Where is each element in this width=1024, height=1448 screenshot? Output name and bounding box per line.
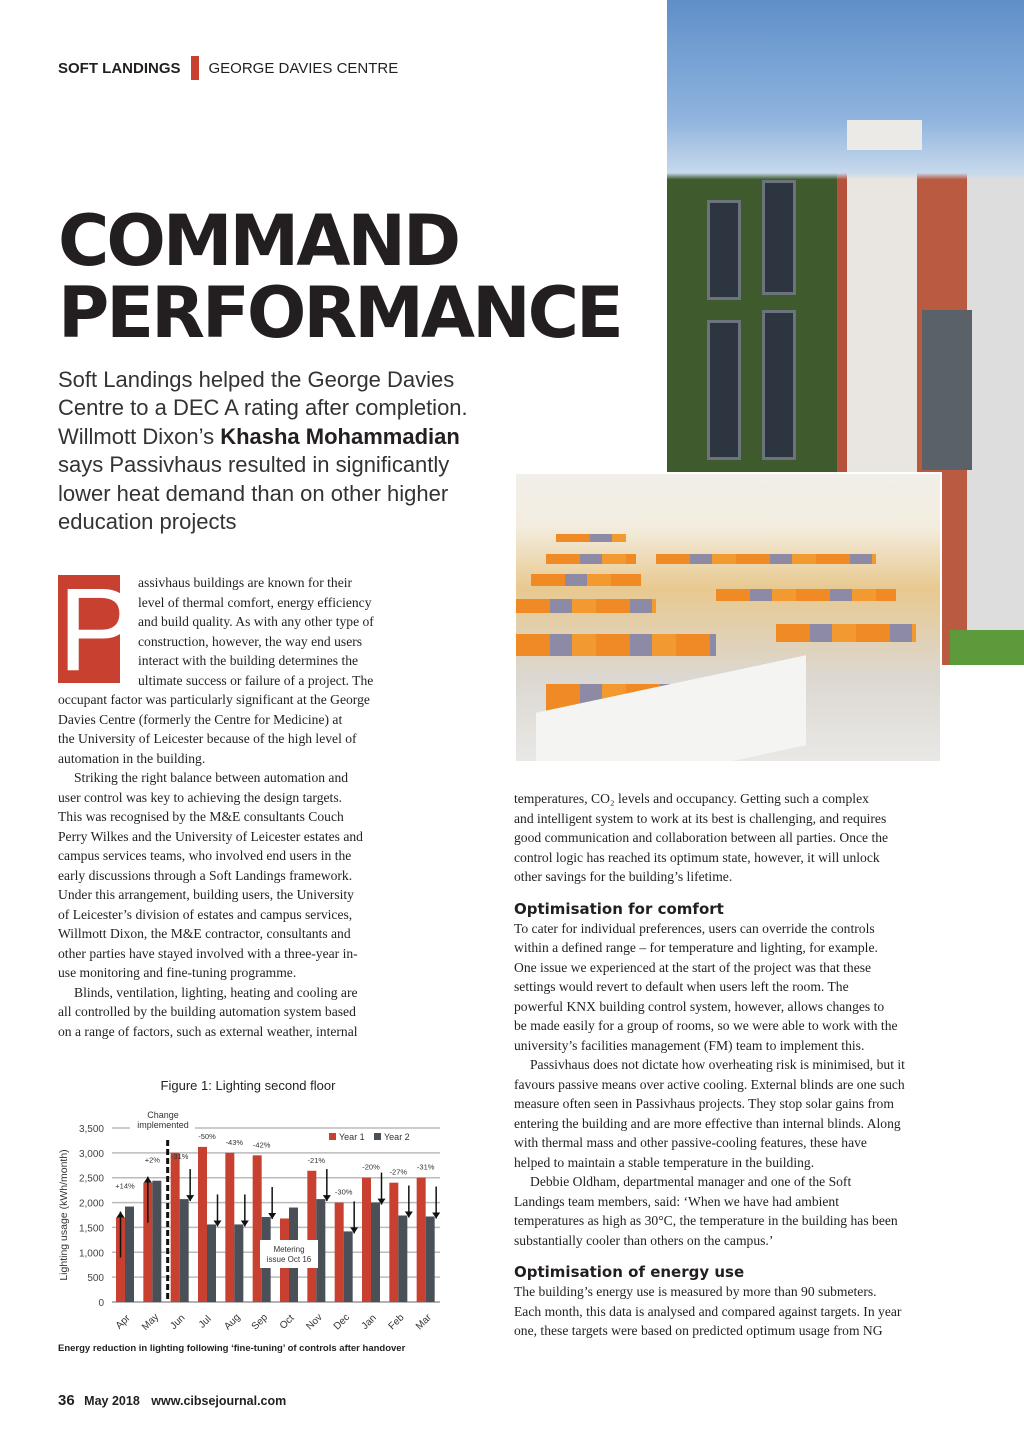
bar-year-2 [398, 1215, 407, 1302]
text-line: Perry Wilkes and the University of Leicester estates and [58, 828, 363, 844]
change-label: -20% [362, 1162, 380, 1172]
headline-line: PERFORMANCE [58, 272, 621, 354]
lecture-theatre-photo [514, 472, 942, 763]
y-tick-label: 0 [98, 1298, 104, 1309]
bar-year-2 [125, 1207, 134, 1302]
section-label: SOFT LANDINGS [58, 59, 181, 77]
text-line: Debbie Oldham, departmental manager and one of the Soft [530, 1174, 852, 1189]
text-line: on a range of factors, such as external weather, internal [58, 1023, 358, 1039]
text-line: Blinds, ventilation, lighting, heating and cooling are [74, 984, 358, 1000]
y-tick-label: 2,000 [78, 1198, 104, 1210]
text-line: university’s facilities management (FM) team to implement this. [514, 1037, 865, 1053]
text-line: automation in the building. [58, 750, 206, 766]
text-line: This was recognised by the M&E consultants Couch [58, 809, 344, 824]
legend-swatch [374, 1133, 381, 1140]
text-line: control logic has reached its optimum state, however, it will unlock [514, 849, 880, 865]
text-line: Willmott Dixon, the M&E contractor, consultants and [58, 926, 351, 941]
text-line: Each month, this data is analysed and compared against targets. In year [514, 1303, 902, 1319]
x-tick-label: Jan [359, 1312, 379, 1332]
body-column-right [514, 789, 905, 1341]
x-tick-label: May [139, 1311, 162, 1333]
issue-date: May 2018 [84, 1394, 140, 1408]
bar-year-1 [253, 1155, 262, 1302]
text-line: interact with the building determines the [138, 653, 359, 668]
y-tick-label: 3,000 [78, 1148, 104, 1160]
change-label: -43% [225, 1137, 244, 1147]
bar-year-2 [426, 1216, 435, 1302]
bar-year-1 [225, 1153, 234, 1302]
body-column-left [58, 564, 374, 1041]
text-line: level of thermal comfort, energy efficiency [138, 594, 372, 610]
text-line: Davies Centre (formerly the Centre for Medicine) at [58, 711, 343, 727]
text-line: One issue we experienced at the start of the project was that these [514, 959, 872, 975]
text-line: Passivhaus does not dictate how overheating risk is minimised, but it [530, 1057, 905, 1072]
text-line: one, these targets were based on predicted optimum usage from NG [514, 1323, 883, 1338]
author-name: Khasha Mohammadian [220, 423, 460, 449]
bar-year-1 [362, 1178, 371, 1302]
text-line: all controlled by the building automation system based [58, 1004, 356, 1019]
page-number: 36 [58, 1392, 75, 1409]
bar-year-1 [307, 1171, 316, 1302]
change-label: -50% [198, 1131, 216, 1141]
text-line: occupant factor was particularly significant at the George [58, 692, 370, 707]
text-line: Striking the right balance between automation and [74, 770, 349, 785]
y-tick-label: 2,500 [78, 1173, 104, 1185]
lighting-usage-chart [55, 1100, 445, 1340]
y-tick-label: 1,000 [78, 1248, 104, 1260]
text-line: construction, however, the way end users [138, 633, 363, 649]
change-implemented-label: Change implemented [137, 1110, 189, 1130]
text-line: The building’s energy use is measured by more than 90 submeters. [514, 1284, 877, 1299]
x-tick-label: Sep [249, 1312, 271, 1333]
standfirst-text: Soft Landings helped the George Davies Centre to a DEC A rating after completion. Willmott Dixon’s [58, 367, 468, 449]
headline-line: COMMAND [58, 200, 459, 282]
x-tick-label: Feb [386, 1312, 407, 1333]
subheading: Optimisation of energy use [514, 1263, 745, 1281]
text-line: with thermal mass and other passive-cooling features, these have [514, 1135, 867, 1150]
x-tick-label: Mar [413, 1312, 434, 1333]
change-label: -21% [307, 1155, 326, 1165]
text-line: settings would revert to default when users left the room. The [514, 979, 849, 994]
text-line: early discussions through a Soft Landings framework. [58, 867, 353, 883]
text-line: Landings team members, said: ‘When we have had ambient [514, 1193, 840, 1209]
text-line: of Leicester’s division of estates and campus services, [58, 906, 353, 922]
y-tick-label: 1,500 [78, 1223, 104, 1235]
text-line: substantially cooler than others on the campus.’ [514, 1232, 774, 1248]
text-line: temperatures as high as 30°C, the temperature in the building has been [514, 1213, 898, 1228]
text-line: assivhaus buildings are known for their [138, 575, 353, 590]
text-line: To cater for individual preferences, users can override the controls [514, 920, 875, 936]
change-label: -31% [170, 1151, 189, 1161]
change-label: -27% [389, 1167, 408, 1177]
page-footer [58, 1392, 286, 1409]
text-line: campus services teams, who involved end users in the [58, 848, 352, 863]
text-line: within a defined range – for temperature and lighting, for example. [514, 940, 878, 955]
text-line: and build quality. As with any other type of [138, 614, 374, 629]
y-axis-label: Lighting usage (kWh/month) [58, 1149, 70, 1281]
metering-issue-label: Metering issue Oct 16 [266, 1245, 312, 1264]
x-tick-label: Jul [196, 1313, 214, 1331]
x-tick-label: Apr [113, 1312, 133, 1332]
text-line: helped to maintain a stable temperature in the building. [514, 1154, 815, 1170]
text-line: ultimate success or failure of a project. The [138, 672, 374, 688]
y-tick-label: 3,500 [78, 1124, 104, 1135]
text-line: powerful KNX building control system, however, allows changes to [514, 998, 885, 1014]
bar-year-2 [180, 1199, 189, 1302]
bar-year-2 [207, 1224, 216, 1302]
bar-year-2 [152, 1181, 161, 1302]
text-line: other parties have stayed involved with a three-year in- [58, 945, 358, 961]
headline [58, 200, 621, 354]
section-header [58, 56, 398, 80]
arrowhead-up-icon [117, 1211, 125, 1217]
website-link[interactable]: www.cibsejournal.com [151, 1394, 287, 1408]
text-line: user control was key to achieving the design targets. [58, 789, 343, 805]
subsection-label: GEORGE DAVIES CENTRE [208, 59, 399, 77]
drop-cap: P [58, 564, 137, 696]
text-line: use monitoring and fine-tuning programme. [58, 965, 297, 980]
text-line: be made easily for a group of rooms, so we were able to work with the [514, 1018, 898, 1033]
bar-year-1 [389, 1183, 398, 1302]
standfirst [58, 366, 478, 536]
change-label: -31% [416, 1162, 435, 1172]
x-tick-label: Jun [168, 1312, 188, 1332]
text-line: and intelligent system to work at its best is challenging, and requires [514, 810, 887, 826]
x-tick-label: Nov [304, 1312, 325, 1333]
standfirst-text: says Passivhaus resulted in significantly lower heat demand than on other higher education projects [58, 452, 450, 535]
legend-label: Year 1 [339, 1132, 365, 1142]
text-line: Under this arrangement, building users, the University [58, 887, 354, 902]
change-label: -42% [252, 1140, 271, 1150]
bar-year-1 [171, 1153, 180, 1302]
text-line: other savings for the building’s lifetime. [514, 869, 733, 884]
change-label: +2% [144, 1155, 160, 1165]
x-tick-label: Dec [331, 1312, 353, 1333]
text-line: good communication and collaboration between all parties. Once the [514, 830, 889, 845]
text-line: measure often seen in Passivhaus projects. They stop solar gains from [514, 1096, 894, 1111]
legend-swatch [329, 1133, 336, 1140]
grass [950, 630, 1024, 665]
bar-year-2 [344, 1231, 353, 1302]
bar-year-1 [335, 1203, 344, 1302]
legend-label: Year 2 [384, 1132, 410, 1142]
bar-year-1 [198, 1147, 207, 1302]
subheading: Optimisation for comfort [514, 899, 724, 918]
figure-caption: Energy reduction in lighting following ‘fine-tuning’ of controls after handover [58, 1343, 406, 1354]
text-line: favours passive means over active cooling. External blinds are one such [514, 1076, 905, 1092]
x-tick-label: Aug [222, 1312, 243, 1333]
change-label: +14% [115, 1181, 135, 1191]
bar-year-2 [234, 1224, 243, 1302]
change-label: -30% [334, 1187, 353, 1197]
figure-title: Figure 1: Lighting second floor [160, 1078, 336, 1093]
text-line: temperatures, CO₂ levels and occupancy. Getting such a complex [514, 791, 869, 806]
x-tick-label: Oct [277, 1312, 297, 1332]
y-tick-label: 500 [87, 1273, 104, 1285]
text-line: entering the building and are more effective than internal blinds. Along [514, 1115, 901, 1131]
text-line: the University of Leicester because of the high level of [58, 731, 357, 746]
bar-year-2 [371, 1203, 380, 1302]
bar-year-1 [417, 1178, 426, 1302]
section-divider [191, 56, 199, 80]
